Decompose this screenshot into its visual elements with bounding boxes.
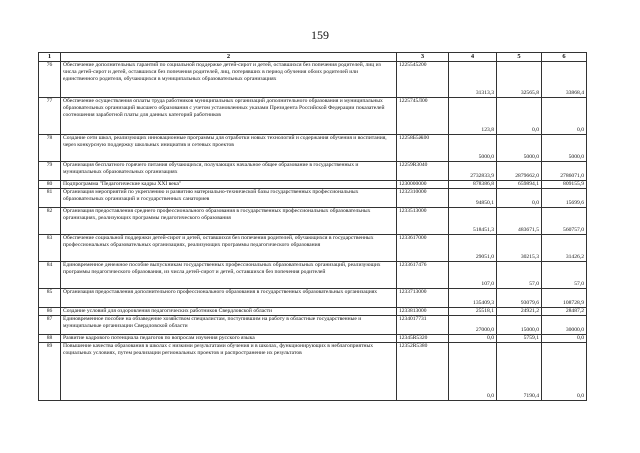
table-row bbox=[39, 235, 587, 262]
row-value-3: 33868,4 bbox=[542, 62, 587, 98]
row-value-1: 878386,8 bbox=[449, 181, 497, 189]
header-cell: 1 bbox=[39, 53, 61, 62]
table-row bbox=[39, 262, 587, 289]
row-value-1: 107,0 bbox=[449, 262, 497, 289]
row-code: 12259R3040 bbox=[397, 162, 449, 181]
row-code: 12258Б5Ж00 bbox=[397, 135, 449, 162]
table-row bbox=[39, 208, 587, 235]
budget-table bbox=[38, 52, 587, 401]
row-value-3: 2786071,0 bbox=[542, 162, 587, 181]
row-value-2: 659894,1 bbox=[497, 181, 542, 189]
row-value-1: 31313,3 bbox=[449, 62, 497, 98]
row-number: 85 bbox=[39, 289, 61, 308]
row-value-3: 28487,2 bbox=[542, 308, 587, 316]
page-number: 159 bbox=[311, 28, 329, 42]
row-number: 79 bbox=[39, 162, 61, 181]
row-value-1: 135409,3 bbox=[449, 289, 497, 308]
row-description: Создание сети школ, реализующих инновационные программы для отработки новых технологий и содержания обучения и воспитания, через конкурсную поддержку школьных инициатив и сетевых проектов bbox=[61, 135, 397, 162]
header-cell: 4 bbox=[449, 53, 497, 62]
row-description: Организация мероприятий по укреплению и развитию материально-технической базы государственных профессиональных образовательных организаций и государственных санаториев bbox=[61, 189, 397, 208]
row-code: 12345R5320 bbox=[397, 335, 449, 343]
row-value-3: 0,0 bbox=[542, 98, 587, 135]
row-value-3: 15699,6 bbox=[542, 189, 587, 208]
row-description: Обеспечение дополнительных гарантий по социальной поддержке детей-сирот и детей, оставшихся без попечения родителей, лиц из числа детей-сирот и детей, оставшихся без попечения родителей, лиц, потерявших в период обучения обоих родителей или единственного родителя, обучающихся в муниципальных образовательных организациях bbox=[61, 62, 397, 98]
row-description: Единовременное пособие на обзаведение хозяйством специалистам, поступившим на работу в областные государственные и муниципальные организации Свердловской области bbox=[61, 316, 397, 335]
row-value-1: 25518,1 bbox=[449, 308, 497, 316]
row-number: 76 bbox=[39, 62, 61, 98]
row-value-1: 27000,0 bbox=[449, 316, 497, 335]
row-description: Единовременное денежное пособие выпускникам государственных профессиональных образовательных организаций, реализующих программы педагогического образования, из числа детей-сирот и детей, оставшихся без попечения родителей bbox=[61, 262, 397, 289]
row-value-1: 0,0 bbox=[449, 335, 497, 343]
header-cell: 5 bbox=[497, 53, 542, 62]
row-code: 1233513000 bbox=[397, 208, 449, 235]
row-description: Организация предоставления среднего профессионального образования в государственных профессиональных образовательных организациях, реализующих программы педагогического образования bbox=[61, 208, 397, 235]
header-cell: 6 bbox=[542, 53, 587, 62]
header-cell: 2 bbox=[61, 53, 397, 62]
row-value-1: 2732833,9 bbox=[449, 162, 497, 181]
row-value-1: 518451,3 bbox=[449, 208, 497, 235]
row-value-3: 809155,9 bbox=[542, 181, 587, 189]
row-number: 83 bbox=[39, 235, 61, 262]
table-header-row bbox=[39, 53, 587, 62]
row-number: 89 bbox=[39, 343, 61, 401]
row-code: 1233713000 bbox=[397, 289, 449, 308]
row-number: 81 bbox=[39, 189, 61, 208]
row-value-3: 560757,0 bbox=[542, 208, 587, 235]
row-code: 1232310000 bbox=[397, 189, 449, 208]
table-row bbox=[39, 162, 587, 181]
row-value-2: 0,0 bbox=[497, 98, 542, 135]
row-value-3: 0,0 bbox=[542, 343, 587, 401]
row-number: 78 bbox=[39, 135, 61, 162]
table-row bbox=[39, 308, 587, 316]
row-value-3: 57,0 bbox=[542, 262, 587, 289]
row-value-2: 93079,6 bbox=[497, 289, 542, 308]
row-value-1: 0,0 bbox=[449, 343, 497, 401]
header-cell: 3 bbox=[397, 53, 449, 62]
row-number: 80 bbox=[39, 181, 61, 189]
row-value-2: 483671,5 bbox=[497, 208, 542, 235]
row-value-2: 5000,0 bbox=[497, 135, 542, 162]
row-value-2: 57,0 bbox=[497, 262, 542, 289]
row-value-3: 31426,2 bbox=[542, 235, 587, 262]
row-value-1: 29051,0 bbox=[449, 235, 497, 262]
row-value-2: 24921,2 bbox=[497, 308, 542, 316]
row-number: 87 bbox=[39, 316, 61, 335]
row-value-2: 7190,4 bbox=[497, 343, 542, 401]
row-number: 84 bbox=[39, 262, 61, 289]
row-code: 1230000000 bbox=[397, 181, 449, 189]
row-description: Развитие кадрового потенциала педагогов по вопросам изучения русского языка bbox=[61, 335, 397, 343]
row-number: 86 bbox=[39, 308, 61, 316]
table-row bbox=[39, 289, 587, 308]
row-number: 82 bbox=[39, 208, 61, 235]
row-number: 77 bbox=[39, 98, 61, 135]
row-description: Подпрограмма "Педагогические кадры XXI века" bbox=[61, 181, 397, 189]
table-row bbox=[39, 62, 587, 98]
row-code: 1233813000 bbox=[397, 308, 449, 316]
row-code: 12352R5380 bbox=[397, 343, 449, 401]
table-row bbox=[39, 135, 587, 162]
row-value-3: 30000,0 bbox=[542, 316, 587, 335]
row-value-3: 0,0 bbox=[542, 335, 587, 343]
row-value-2: 32565,8 bbox=[497, 62, 542, 98]
row-value-1: 123,8 bbox=[449, 98, 497, 135]
row-value-1: 94850,1 bbox=[449, 189, 497, 208]
row-code: 1225545200 bbox=[397, 62, 449, 98]
row-code: 1225745Л00 bbox=[397, 98, 449, 135]
row-description: Организация бесплатного горячего питания обучающихся, получающих начальное общее образование в государственных и муниципальных образовательных организациях bbox=[61, 162, 397, 181]
row-number: 88 bbox=[39, 335, 61, 343]
table-row bbox=[39, 98, 587, 135]
row-value-2: 5759,1 bbox=[497, 335, 542, 343]
row-description: Создание условий для оздоровления педагогических работников Свердловской области bbox=[61, 308, 397, 316]
row-value-3: 108728,9 bbox=[542, 289, 587, 308]
row-value-1: 5000,0 bbox=[449, 135, 497, 162]
table-row bbox=[39, 343, 587, 401]
row-description: Обеспечение осуществления оплаты труда работников муниципальных организаций дополнительного образования и муниципальных образовательных организаций высшего образования с учетом установленных указами Президента Российской Федерации показателей соотношения заработной платы для данных категорий работников bbox=[61, 98, 397, 135]
row-description: Обеспечение социальной поддержки детей-сирот и детей, оставшихся без попечения родителей, обучающихся в государственных профессиональных образовательных организациях, реализующих программы педагогического образования bbox=[61, 235, 397, 262]
row-code: 1233617000 bbox=[397, 235, 449, 262]
table-row bbox=[39, 316, 587, 335]
row-code: 1233617476 bbox=[397, 262, 449, 289]
row-value-2: 30215,3 bbox=[497, 235, 542, 262]
row-description: Повышение качества образования в школах с низкими результатами обучения и в школах, функционирующих в неблагоприятных социальных условиях, путем реализации региональных проектов и распространение их результатов bbox=[61, 343, 397, 401]
row-description: Организация предоставления дополнительного профессионального образования в государственных образовательных организациях bbox=[61, 289, 397, 308]
table-row bbox=[39, 335, 587, 343]
row-value-2: 2879662,0 bbox=[497, 162, 542, 181]
table-row bbox=[39, 189, 587, 208]
row-value-2: 15000,0 bbox=[497, 316, 542, 335]
table-row bbox=[39, 181, 587, 189]
row-value-2: 0,0 bbox=[497, 189, 542, 208]
row-code: 1234017731 bbox=[397, 316, 449, 335]
row-value-3: 5000,0 bbox=[542, 135, 587, 162]
